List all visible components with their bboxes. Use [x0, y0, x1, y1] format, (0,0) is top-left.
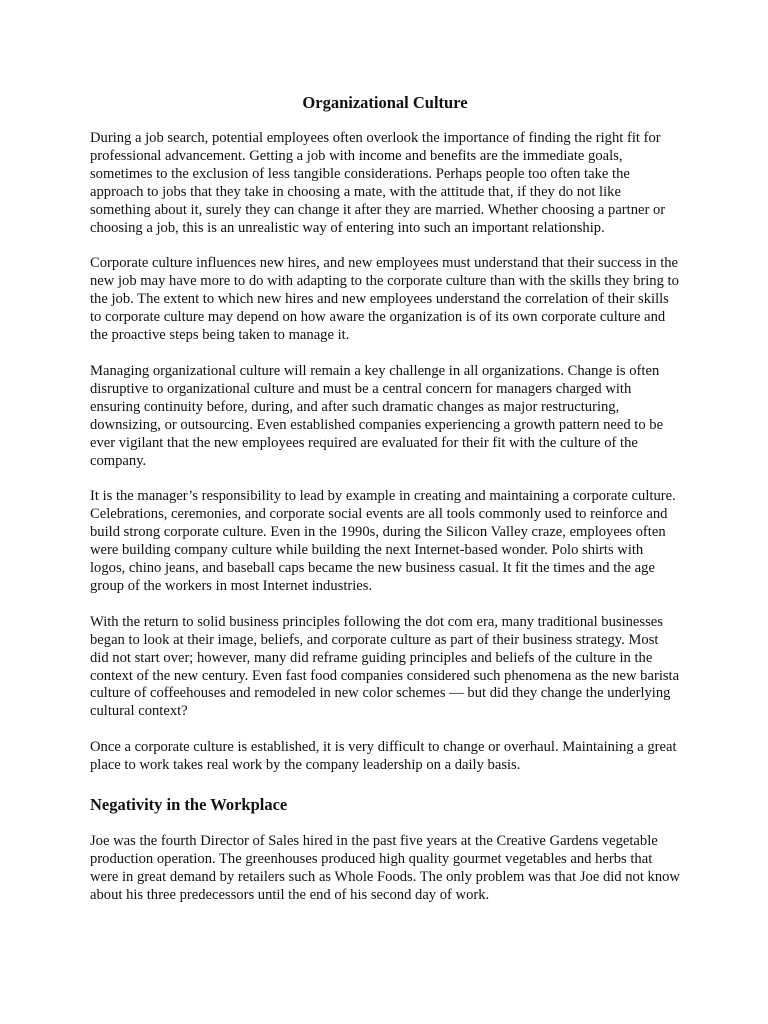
paragraph-managing-culture: Managing organizational culture will remain a key challenge in all organizations. Change is often disruptive to organizational culture and must be a central concern for managers charged with ensuring continuity before, during, and after such dramatic changes as major restructuring, downsizing, or outsourcing. Even established companies experiencing a growth pattern need to be ever vigilant that the new employees required are evaluated for their fit with the culture of the company. — [90, 362, 664, 469]
paragraph-manager-responsibility: It is the manager’s responsibility to lead by example in creating and maintaining a corporate culture. Celebrations, ceremonies, and corporate social events are all tools commonly used to reinforce and build strong corporate culture. Even in the 1990s, during the Silicon Valley craze, employees often were building company culture while building the next Internet-based wonder. Polo shirts with logos, chino jeans, and baseball caps became the new business casual. It fit the times and the age group of the workers in most Internet industries. — [90, 488, 676, 594]
section-heading: Negativity in the Workplace — [90, 795, 288, 815]
paragraph-joe-director: Joe was the fourth Director of Sales hired in the past five years at the Creative Gardens vegetable production operation. The greenhouses produced high quality gourmet vegetables and herbs that were in great demand by retailers such as Whole Foods. The only problem was that Joe did not know about his three predecessors until the end of his second day of work. — [90, 833, 680, 903]
paragraph-corporate-culture-influence: Corporate culture influences new hires, and new employees must understand that their success in the new job may have more to do with adapting to the corporate culture than with the skills they bring to the job. The extent to which new hires and new employees understand the correlation of their skills to corporate culture may depend on how aware the organization is of its own corporate culture and the proactive steps being taken to manage it. — [90, 255, 679, 344]
document-title: Organizational Culture — [302, 93, 468, 112]
paragraph-job-search: During a job search, potential employees often overlook the importance of finding the right fit for professional advancement. Getting a job with income and benefits are the immediate goals, sometimes to the exclusion of less tangible considerations. Perhaps people too often take the approach to jobs that they take in choosing a mate, with the attitude that, if they do not like something about it, surely they can change it after they are married. Whether choosing a partner or choosing a job, this is an unrealistic way of entering into such an important relationship. — [90, 130, 666, 236]
document-body — [90, 93, 680, 923]
paragraph-dot-com-era: With the return to solid business principles following the dot com era, many traditional businesses began to look at their image, beliefs, and corporate culture as part of their business strategy. Most did not start over; however, many did reframe guiding principles and beliefs of the culture in the context of the new century. Even fast food companies considered such phenomena as the new barista culture of coffeehouses and remodeled in new color schemes — but did they change the underlying cultural context? — [90, 613, 680, 720]
paragraph-culture-established: Once a corporate culture is established, it is very difficult to change or overhaul. Maintaining a great place to work takes real work by the company leadership on a daily basis. — [90, 739, 677, 774]
